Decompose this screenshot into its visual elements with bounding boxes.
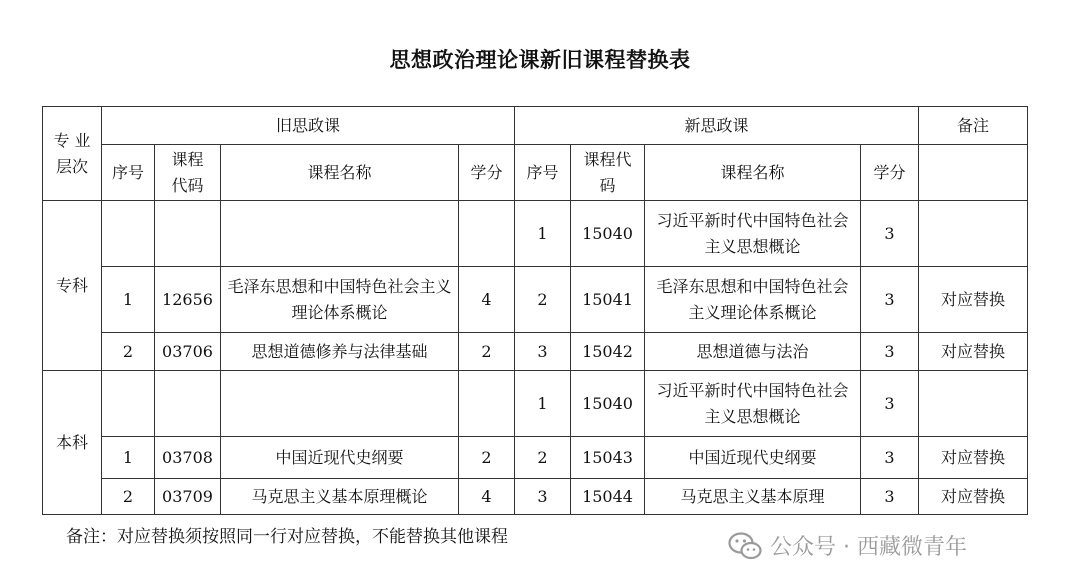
old-credit-cell: 4 xyxy=(459,479,515,515)
new-credit-cell: 3 xyxy=(861,267,919,333)
header-new-seq: 序号 xyxy=(515,145,571,201)
new-credit-cell: 3 xyxy=(861,479,919,515)
document-title: 思想政治理论课新旧课程替换表 xyxy=(389,48,691,72)
old-credit-cell: 2 xyxy=(459,437,515,479)
old-seq-cell: 1 xyxy=(102,267,155,333)
old-name-cell: 中国近现代史纲要 xyxy=(221,437,459,479)
old-name-cell: 思想道德修养与法律基础 xyxy=(221,333,459,371)
table-row xyxy=(43,371,1028,437)
course-replacement-table xyxy=(42,106,1028,515)
header-old-credit: 学分 xyxy=(459,145,515,201)
table-row xyxy=(43,201,1028,267)
old-seq-cell xyxy=(102,201,155,267)
old-seq-cell: 2 xyxy=(102,479,155,515)
header-new-code: 课程代 码 xyxy=(571,145,645,201)
remark-cell: 对应替换 xyxy=(919,479,1028,515)
wechat-icon xyxy=(728,531,762,561)
new-code-cell: 15044 xyxy=(571,479,645,515)
new-credit-cell: 3 xyxy=(861,201,919,267)
new-name-cell: 马克思主义基本原理 xyxy=(645,479,861,515)
group-label-zhuanke: 专科 xyxy=(43,201,102,371)
new-code-cell: 15042 xyxy=(571,333,645,371)
header-old-code: 课程 代码 xyxy=(155,145,221,201)
new-seq-cell: 3 xyxy=(515,479,571,515)
course-replacement-table-wrapper xyxy=(42,106,1027,515)
watermark xyxy=(728,530,967,561)
header-old-courses: 旧思政课 xyxy=(102,107,515,145)
new-name-cell: 习近平新时代中国特色社会主义思想概论 xyxy=(645,371,861,437)
remark-cell: 对应替换 xyxy=(919,437,1028,479)
watermark-text: 公众号 · 西藏微青年 xyxy=(770,535,967,560)
new-name-cell: 毛泽东思想和中国特色社会主义理论体系概论 xyxy=(645,267,861,333)
header-new-courses: 新思政课 xyxy=(515,107,919,145)
remark-cell xyxy=(919,371,1028,437)
old-seq-cell: 1 xyxy=(102,437,155,479)
table-row xyxy=(43,437,1028,479)
header-level: 专 业 层次 xyxy=(43,107,102,201)
new-code-cell: 15040 xyxy=(571,201,645,267)
header-old-name: 课程名称 xyxy=(221,145,459,201)
new-seq-cell: 2 xyxy=(515,437,571,479)
old-code-cell xyxy=(155,201,221,267)
header-row-2 xyxy=(43,145,1028,201)
remark-cell: 对应替换 xyxy=(919,267,1028,333)
new-seq-cell: 3 xyxy=(515,333,571,371)
header-new-name: 课程名称 xyxy=(645,145,861,201)
header-old-seq: 序号 xyxy=(102,145,155,201)
old-name-cell: 马克思主义基本原理概论 xyxy=(221,479,459,515)
footnote: 备注：对应替换须按照同一行对应替换，不能替换其他课程 xyxy=(66,527,508,547)
old-name-cell xyxy=(221,201,459,267)
remark-cell: 对应替换 xyxy=(919,333,1028,371)
remark-cell xyxy=(919,201,1028,267)
old-name-cell xyxy=(221,371,459,437)
new-code-cell: 15043 xyxy=(571,437,645,479)
new-credit-cell: 3 xyxy=(861,333,919,371)
group-label-benke: 本科 xyxy=(43,371,102,515)
new-seq-cell: 1 xyxy=(515,371,571,437)
new-seq-cell: 1 xyxy=(515,201,571,267)
new-name-cell: 思想道德与法治 xyxy=(645,333,861,371)
old-seq-cell: 2 xyxy=(102,333,155,371)
table-row xyxy=(43,267,1028,333)
old-credit-cell: 2 xyxy=(459,333,515,371)
old-code-cell: 12656 xyxy=(155,267,221,333)
old-credit-cell xyxy=(459,201,515,267)
old-credit-cell: 4 xyxy=(459,267,515,333)
new-seq-cell: 2 xyxy=(515,267,571,333)
old-name-cell: 毛泽东思想和中国特色社会主义理论体系概论 xyxy=(221,267,459,333)
table-row xyxy=(43,333,1028,371)
header-remark: 备注 xyxy=(919,107,1028,145)
new-credit-cell: 3 xyxy=(861,437,919,479)
old-seq-cell xyxy=(102,371,155,437)
new-name-cell: 中国近现代史纲要 xyxy=(645,437,861,479)
header-new-credit: 学分 xyxy=(861,145,919,201)
table-row xyxy=(43,479,1028,515)
old-credit-cell xyxy=(459,371,515,437)
old-code-cell: 03706 xyxy=(155,333,221,371)
header-remark-empty xyxy=(919,145,1028,201)
header-row-1 xyxy=(43,107,1028,145)
new-code-cell: 15040 xyxy=(571,371,645,437)
old-code-cell: 03709 xyxy=(155,479,221,515)
old-code-cell xyxy=(155,371,221,437)
new-credit-cell: 3 xyxy=(861,371,919,437)
old-code-cell: 03708 xyxy=(155,437,221,479)
new-name-cell: 习近平新时代中国特色社会主义思想概论 xyxy=(645,201,861,267)
new-code-cell: 15041 xyxy=(571,267,645,333)
